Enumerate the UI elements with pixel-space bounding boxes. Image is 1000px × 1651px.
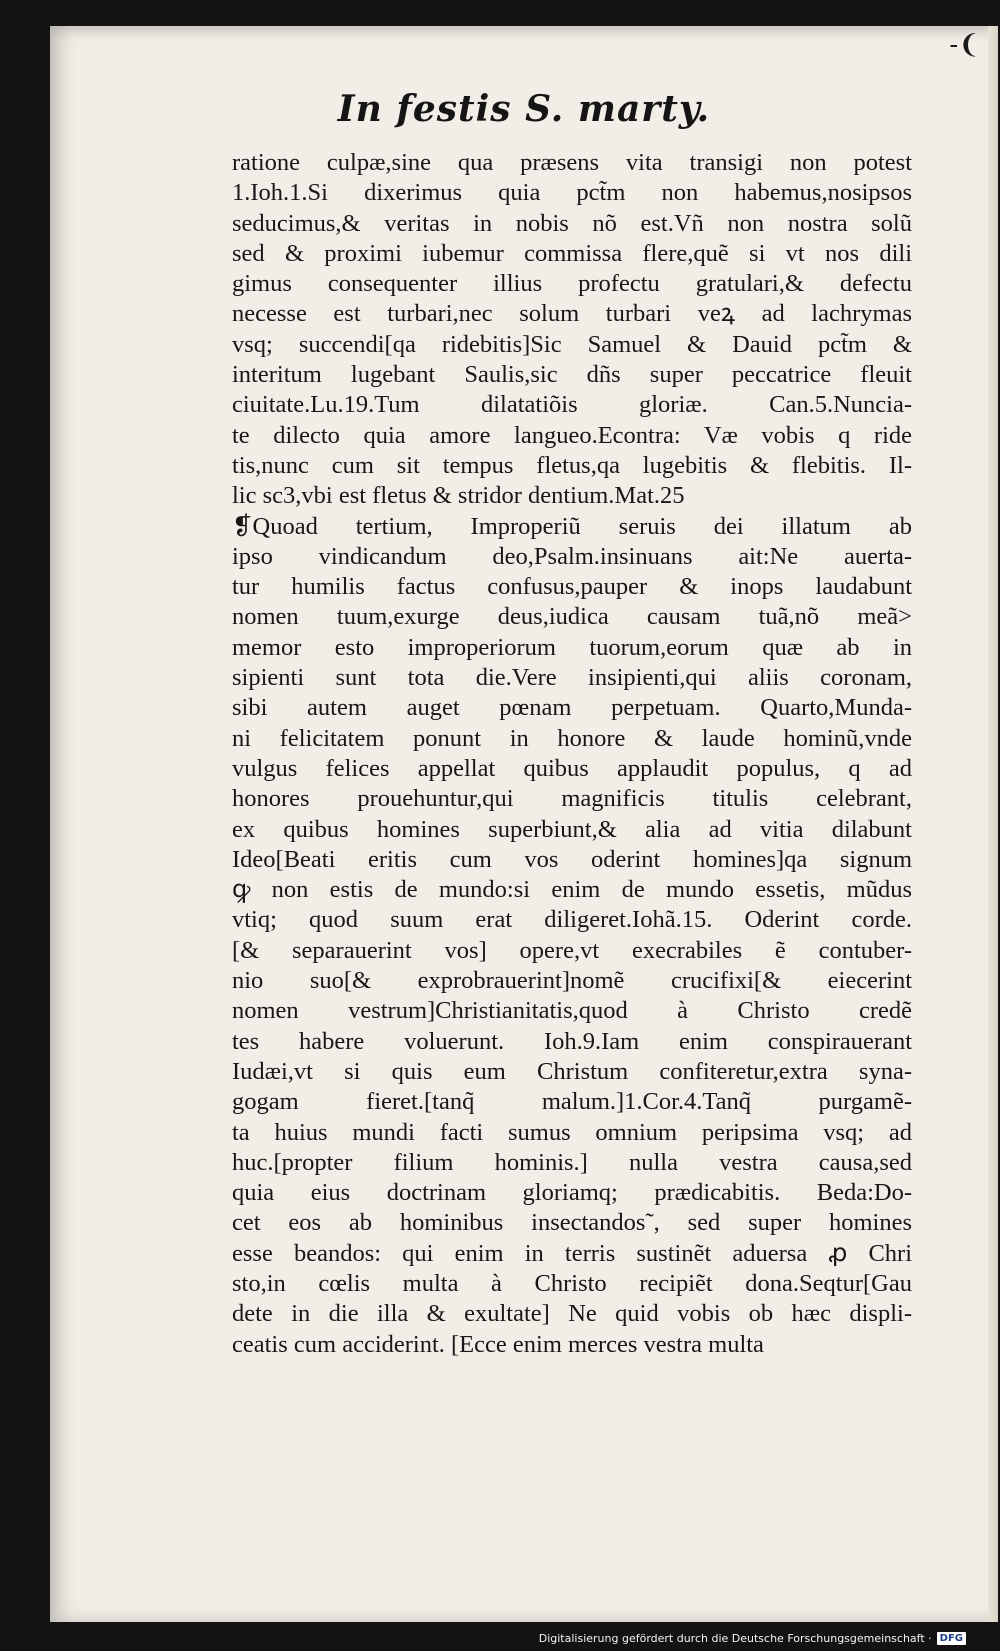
text-line: seducimus,& veritas in nobis nõ est.Vñ non nostra solũ (232, 209, 912, 237)
text-line: vsq; succendi[qa ridebitis]Sic Samuel & Dauid pct̃m & (232, 330, 912, 358)
text-line: ta huius mundi facti sumus omnium peripsima vsq; ad (232, 1118, 912, 1146)
text-line: memor esto improperiorum tuorum,eorum quæ ab in (232, 633, 912, 661)
text-line: ipso vindicandum deo,Psalm.insinuans ait:Ne auerta- (232, 542, 912, 570)
text-line: [& separauerint vos] opere,vt execrabiles ẽ contuber- (232, 936, 912, 964)
text-line: sed & proximi iubemur commissa flere,quẽ si vt nos dili (232, 239, 912, 267)
text-line: sibi autem auget pœnam perpetuam. Quarto,Munda- (232, 694, 912, 722)
text-line: gogam fieret.[tanq̃ malum.]1.Cor.4.Tanq̃ purgamẽ- (232, 1088, 912, 1116)
text-line: honores prouehuntur,qui magnificis titulis celebrant, (232, 785, 912, 813)
text-line: nomen tuum,exurge deus,iudica causam tuã,nõ meã> (232, 603, 912, 631)
text-line: tis,nunc cum sit tempus fletus,qa lugebitis & flebitis. Il- (232, 451, 912, 479)
text-line: huc.[propter filium hominis.] nulla vestra causa,sed (232, 1148, 912, 1176)
text-line: esse beandos: qui enim in terris sustinẽt aduersa ꝓ Chri (232, 1239, 912, 1267)
credit-text: Digitalisierung gefördert durch die Deutsche Forschungsgemeinschaft · (538, 1632, 932, 1645)
text-line: te dilecto quia amore langueo.Econtra: Væ vobis q ride (232, 421, 912, 449)
page-edge (988, 26, 998, 1622)
text-line: vulgus felices appellat quibus applaudit populus, q ad (232, 754, 912, 782)
text-line: nio suo[& exprobrauerint]nomẽ crucifixi[& eiecerint (232, 967, 912, 995)
text-line: tur humilis factus confusus,pauper & inops laudabunt (232, 573, 912, 601)
text-line: gimus consequenter illius profectu gratulari,& defectu (232, 270, 912, 298)
text-line: necesse est turbari,nec solum turbari veꝝ ad lachrymas (232, 300, 912, 328)
text-line: ꝙ non estis de mundo:si enim de mundo essetis, mũdus (232, 876, 912, 904)
text-line: lic sc3,vbi est fletus & stridor dentium.Mat.25 (232, 482, 685, 510)
page-corner-mark: -❨ (949, 30, 980, 60)
text-line: ex quibus homines superbiunt,& alia ad vitia dilabunt (232, 815, 912, 843)
text-line: tes habere voluerunt. Ioh.9.Iam enim conspirauerant (232, 1027, 912, 1055)
text-line: Iudæi,vt si quis eum Christum confiteretur,extra syna- (232, 1057, 912, 1085)
text-line: ratione culpæ,sine qua præsens vita transigi non potest (232, 149, 912, 176)
text-line: quia eius doctrinam gloriamq; prædicabitis. Beda:Do- (232, 1179, 912, 1207)
text-line: cet eos ab hominibus insectandos˜, sed super homines (232, 1209, 912, 1237)
text-line: sipienti sunt tota die.Vere insipienti,qui aliis coronam, (232, 664, 912, 692)
dfg-logo: DFG (937, 1632, 966, 1645)
text-line: 1.Ioh.1.Si dixerimus quia pct̃m non habemus,nosipsos (232, 179, 912, 207)
text-line: sto,in cœlis multa à Christo recipiẽt dona.Seqtur[Gau (232, 1269, 912, 1297)
text-line: ❡Quoad tertium, Improperiũ seruis dei illatum ab (232, 512, 912, 540)
book-page (50, 26, 998, 1622)
text-line: vtiq; quod suum erat diligeret.Iohã.15. Oderint corde. (232, 906, 912, 934)
text-line: interitum lugebant Saulis,sic dñs super peccatrice fleuit (232, 361, 912, 389)
text-line: nomen vestrum]Christianitatis,quod à Christo credẽ (232, 997, 912, 1025)
digitization-credit (539, 1632, 966, 1645)
text-line: ceatis cum acciderint. [Ecce enim merces vestra multa (232, 1330, 764, 1358)
body-text (232, 148, 912, 1360)
text-line: Ideo[Beati eritis cum vos oderint homines]qa signum (232, 845, 912, 873)
running-head: In festis S. marty. (337, 88, 711, 130)
text-line: dete in die illa & exultate] Ne quid vobis ob hæc displi- (232, 1300, 912, 1328)
text-line: ni felicitatem ponunt in honore & laude hominũ,vnde (232, 724, 912, 752)
text-line: ciuitate.Lu.19.Tum dilatatiõis gloriæ. Can.5.Nuncia- (232, 391, 912, 419)
